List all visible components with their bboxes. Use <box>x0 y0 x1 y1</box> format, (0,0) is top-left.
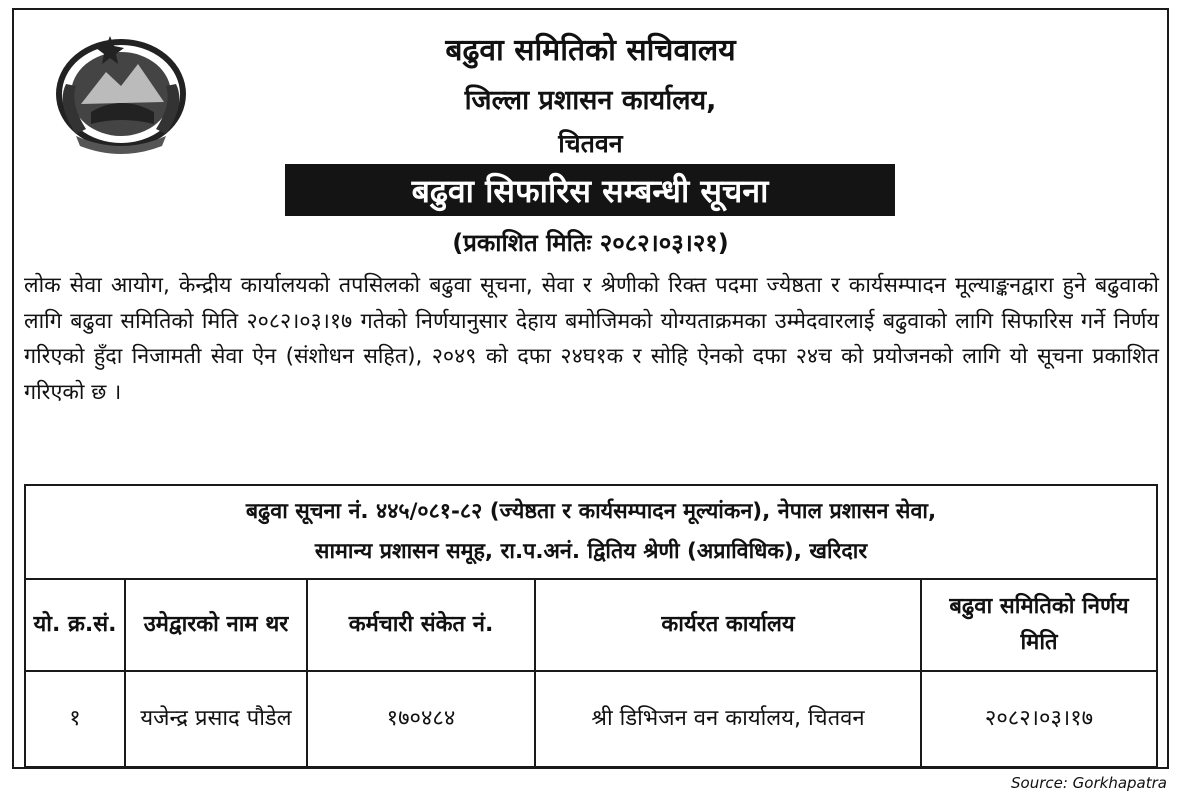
col-decision-date: बढुवा समितिको निर्णय मिति <box>921 579 1157 671</box>
table-caption-row <box>25 485 1157 579</box>
promotion-table <box>24 484 1158 768</box>
table-row <box>25 671 1157 767</box>
table-header-row <box>25 579 1157 671</box>
col-candidate-name: उमेद्वारको नाम थर <box>125 579 307 671</box>
header-secretariat: बढुवा समितिको सचिवालय <box>445 33 736 68</box>
table-caption <box>25 485 1157 579</box>
cell-serial: १ <box>25 671 125 767</box>
cell-candidate-name: यजेन्द्र प्रसाद पौडेल <box>125 671 307 767</box>
col-working-office: कार्यरत कार्यालय <box>535 579 921 671</box>
col-serial: यो. क्र.सं. <box>25 579 125 671</box>
cell-working-office: श्री डिभिजन वन कार्यालय, चितवन <box>535 671 921 767</box>
cell-decision-date: २०८२।०३।१७ <box>921 671 1157 767</box>
notice-body: लोक सेवा आयोग, केन्द्रीय कार्यालयको तपसिलको बढुवा सूचना, सेवा र श्रेणीको रिक्त पदमा ज्येष्ठता र कार्यसम्पादन मूल्याङ्कनद्वारा हुने बढुवाको लागि बढुवा समितिको मिति २०८२।०३।१७ गतेको निर्णयानुसार देहाय बमोजिमको योग्यताक्रमका उम्मेदवारलाई बढुवाको लागि सिफारिस गर्ने निर्णय गरिएको हुँदा निजामती सेवा ऐन (संशोधन सहित), २०४९ को दफा २४घ१क र सोहि ऐनको दफा २४च को प्रयोजनको लागि यो सूचना प्रकाशित गरिएको छ । <box>24 273 1159 405</box>
table-caption-line-2: सामान्य प्रशासन समूह, रा.प.अनं. द्वितिय श्रेणी (अप्राविधिक), खरिदार <box>314 539 868 564</box>
header-district: चितवन <box>558 129 623 158</box>
header-office: जिल्ला प्रशासन कार्यालय, <box>464 85 717 116</box>
source-credit: Source: Gorkhapatra <box>1011 774 1167 792</box>
published-date: (प्रकाशित मितिः २०८२।०३।२१) <box>452 229 729 257</box>
cell-employee-code: १७०४८४ <box>307 671 535 767</box>
notice-title-banner: बढुवा सिफारिस सम्बन्धी सूचना <box>285 164 895 216</box>
col-employee-code: कर्मचारी संकेत नं. <box>307 579 535 671</box>
table-caption-line-1: बढुवा सूचना नं. ४४५/०८१-८२ (ज्येष्ठता र कार्यसम्पादन मूल्यांकन), नेपाल प्रशासन सेवा, <box>245 499 937 524</box>
